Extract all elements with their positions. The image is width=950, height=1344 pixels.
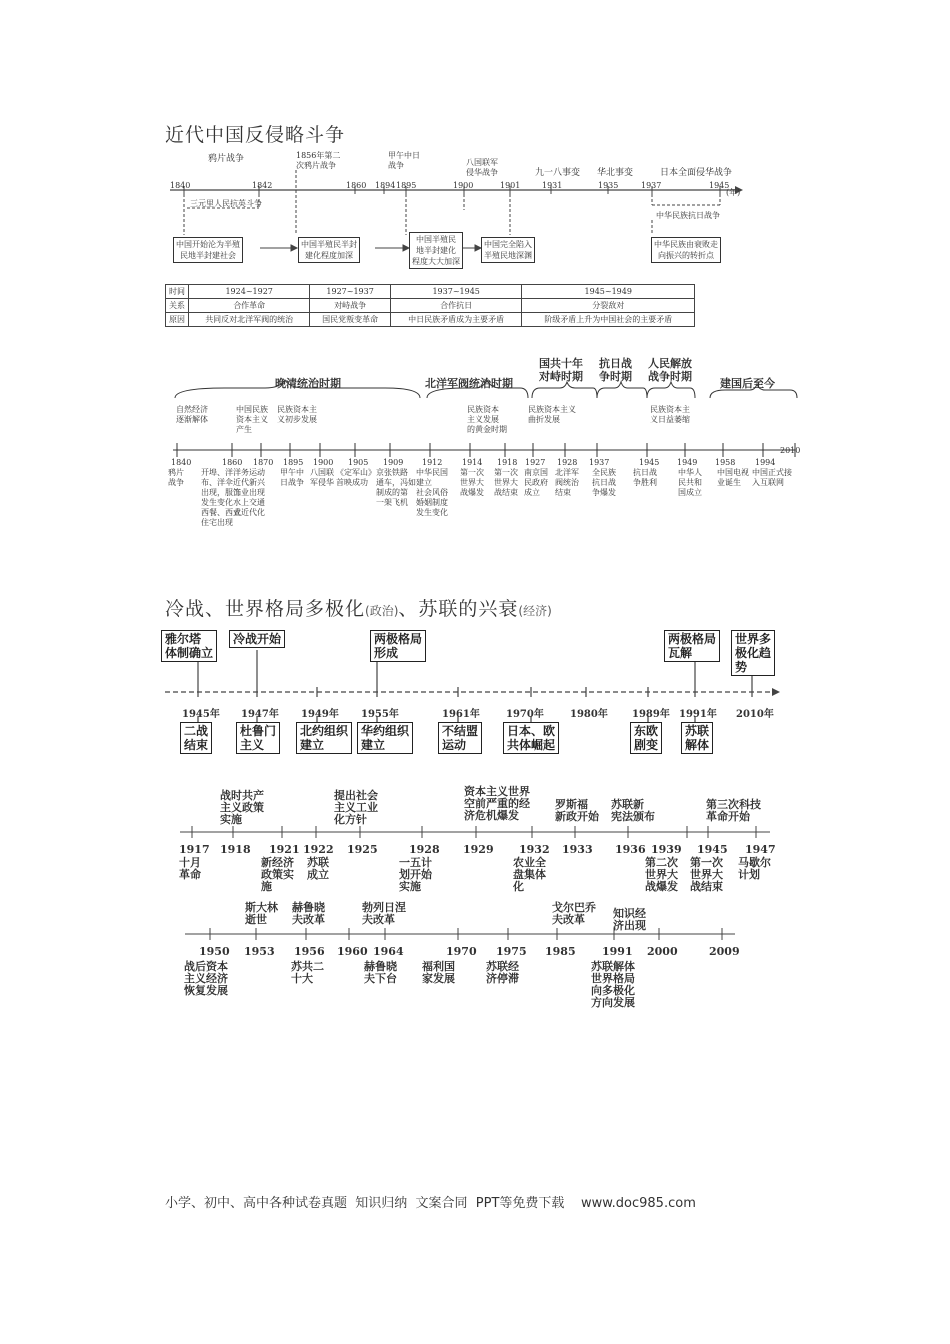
s2-year-1909: 1909 [383, 458, 404, 467]
cw-year-1945: 1945年 [182, 709, 220, 720]
event-north-china-incident: 华北事变 [597, 168, 634, 178]
footer [165, 1192, 696, 1211]
s2-year-1928: 1928 [557, 458, 578, 467]
anti-japanese-war: 中华民族抗日战争 [656, 211, 720, 220]
year-1901: 1901 [500, 181, 521, 190]
ev-collectivization: 农业全 盘集体 化 [513, 856, 546, 893]
cw-year-1947: 1947年 [241, 709, 279, 720]
year-1945: 1945 [709, 181, 730, 190]
s5-year-1960: 1960 [337, 945, 368, 958]
ev-internet: 中国正式接 入互联网 [752, 468, 792, 487]
reason-3: 中日民族矛盾成为主要矛盾 [390, 313, 522, 327]
title-cold-war-part1: 冷战、世界格局多极化 [165, 598, 366, 620]
ev-first-five-year: 一五计 划开始 实施 [399, 856, 432, 893]
event-opium-war: 鸦片战争 [208, 154, 245, 164]
ev-eight-nation: 八国联 军侵华 [310, 468, 334, 487]
s5-year-1970: 1970 [446, 945, 477, 958]
relation-4: 分裂敌对 [522, 299, 695, 313]
reason-1: 共同反对北洋军阀的统治 [189, 313, 310, 327]
timeline-ussr-1917 [175, 822, 775, 842]
us-year-1918: 1918 [220, 843, 251, 856]
box-ussr-dissolution: 苏联 解体 [681, 722, 713, 754]
box-semi-colonial-abyss: 中国完全陷入 半殖民地深渊 [481, 237, 535, 263]
period-3: 1937~1945 [390, 285, 522, 299]
ev-ports-opened: 开埠、洋 布、洋伞 出现，服饰 发生变化 西餐、西式 住宅出现 [201, 468, 241, 527]
ev-ww-end: 第一次 世界大 战结束 [690, 856, 723, 893]
event-eight-nation-alliance: 八国联军 侵华战争 [466, 158, 498, 177]
ev-postwar-recovery: 战后资本 主义经济 恢复发展 [184, 960, 228, 997]
box-ww2-end: 二战 结束 [180, 722, 212, 754]
s2-year-1900: 1900 [313, 458, 334, 467]
ev-roc-founded: 中华民国 建立 社会风俗 婚姻制度 发生变化 [416, 468, 448, 517]
us-year-1917: 1917 [179, 843, 210, 856]
us-year-1936: 1936 [615, 843, 646, 856]
us-year-1947: 1947 [745, 843, 776, 856]
ev-nanjing-govt: 南京国 民政府 成立 [524, 468, 548, 497]
s5-year-1953: 1953 [244, 945, 275, 958]
box-non-aligned: 不结盟 运动 [438, 722, 482, 754]
ev-october-revolution: 十月 革命 [179, 856, 201, 881]
ev-sino-japanese-war: 甲午中 日战争 [280, 468, 304, 487]
ev-beiyang-end: 北洋军 阀统治 结束 [555, 468, 579, 497]
era-anti-japanese: 抗日战 争时期 [599, 357, 632, 383]
footer-text: 小学、初中、高中各种试卷真题 知识归纳 文案合同 PPT等免费下载 [165, 1196, 565, 1211]
year-1842: 1842 [252, 181, 273, 190]
row-label-reason: 原因 [166, 313, 189, 327]
section-title-anti-aggression: 近代中国反侵略斗争 [165, 124, 346, 146]
note-national-capital-initial: 民族资本主 义初步发展 [277, 405, 317, 424]
ev-great-depression: 资本主义世界 空前严重的经 济危机爆发 [464, 785, 530, 822]
relation-2: 对峙战争 [310, 299, 391, 313]
year-1931: 1931 [542, 181, 563, 190]
section-title-cold-war [165, 594, 552, 621]
period-4: 1945~1949 [522, 285, 695, 299]
s2-year-1912: 1912 [422, 458, 443, 467]
us-year-1933: 1933 [562, 843, 593, 856]
note-golden-age: 民族资本 主义发展 的黄金时期 [467, 405, 507, 434]
ev-ussr-collapse-multipolar: 苏联解体 世界格局 向多极化 方向发展 [591, 960, 635, 1009]
ev-prc-founded: 中华人 民共和 国成立 [678, 468, 702, 497]
cw-year-1980: 1980年 [570, 709, 608, 720]
s2-year-1927: 1927 [525, 458, 546, 467]
ev-ussr-founded: 苏联 成立 [307, 856, 329, 881]
cw-year-1970: 1970年 [506, 709, 544, 720]
s2-year-2010: 2010 [780, 446, 801, 455]
s5-year-1985: 1985 [545, 945, 576, 958]
ev-jingzhang-railway: 京张铁路 通车，冯如 制成的第 一架飞机 [376, 468, 416, 507]
box-bipolar-formed: 两极格局 形成 [370, 630, 426, 662]
box-turning-point: 中华民族由衰败走 向振兴的转折点 [651, 237, 721, 263]
ev-gorbachev-reform: 戈尔巴乔 夫改革 [552, 901, 596, 926]
cw-year-1991: 1991年 [679, 709, 717, 720]
s2-year-1870: 1870 [253, 458, 274, 467]
era-late-qing: 晚清统治时期 [275, 377, 341, 390]
box-yalta-system: 雅尔塔 体制确立 [161, 630, 217, 662]
s2-year-1840: 1840 [171, 458, 192, 467]
year-1895: 1895 [396, 181, 417, 190]
year-1937: 1937 [641, 181, 662, 190]
ev-khrushchev-ousted: 赫鲁晓 夫下台 [364, 960, 397, 985]
box-truman-doctrine: 杜鲁门 主义 [236, 722, 280, 754]
ev-new-deal: 罗斯福 新政开始 [555, 798, 599, 823]
s5-year-1956: 1956 [294, 945, 325, 958]
ev-ww1-end: 第一次 世界大 战结束 [494, 468, 518, 497]
ev-brezhnev-reform: 勃列日涅 夫改革 [362, 901, 406, 926]
period-2: 1927~1937 [310, 285, 391, 299]
s2-year-1914: 1914 [462, 458, 483, 467]
event-second-opium-war: 1856年第二 次鸦片战争 [296, 151, 341, 170]
row-label-relation: 关系 [166, 299, 189, 313]
row-label-time: 时间 [166, 285, 189, 299]
us-year-1925: 1925 [347, 843, 378, 856]
s2-year-1958: 1958 [715, 458, 736, 467]
ev-welfare-state: 福利国 家发展 [422, 960, 455, 985]
cw-year-1961: 1961年 [442, 709, 480, 720]
s5-year-1991: 1991 [602, 945, 633, 958]
ev-dingjunshan: 《定军山》 首映成功 [336, 468, 376, 487]
ev-tv-industry: 中国电视 业诞生 [717, 468, 749, 487]
year-1900: 1900 [453, 181, 474, 190]
s2-year-1918: 1918 [497, 458, 518, 467]
reason-2: 国民党叛变革命 [310, 313, 391, 327]
ev-ww2-start: 第二次 世界大 战爆发 [645, 856, 678, 893]
era-liberation-war: 人民解放 战争时期 [648, 357, 692, 383]
s5-year-1975: 1975 [496, 945, 527, 958]
s2-year-1937: 1937 [589, 458, 610, 467]
ev-self-strengthening: 洋务运动 近代新兴 工业出现 水上交通 业近代化 [233, 468, 265, 517]
box-cold-war-start: 冷战开始 [229, 630, 285, 648]
note-tortuous-development: 民族资本主义 曲折发展 [528, 405, 576, 424]
box-semi-colonial-greatly: 中国半殖民 地半封建化 程度大大加深 [409, 232, 463, 269]
box-nato-founded: 北约组织 建立 [296, 722, 352, 754]
sanyuanli-struggle: 三元里人民抗英斗争 [190, 199, 262, 208]
us-year-1945: 1945 [697, 843, 728, 856]
s5-year-1964: 1964 [373, 945, 404, 958]
event-sino-japanese-war: 甲午中日 战争 [388, 151, 420, 170]
s5-year-1950: 1950 [199, 945, 230, 958]
box-japan-ec-rise: 日本、欧 共体崛起 [503, 722, 559, 754]
box-eastern-europe: 东欧 剧变 [630, 722, 662, 754]
event-sept18-incident: 九一八事变 [535, 168, 581, 178]
s2-year-1895: 1895 [283, 458, 304, 467]
ev-opium-war: 鸦片 战争 [168, 468, 184, 487]
ev-ww1-start: 第一次 世界大 战爆发 [460, 468, 484, 497]
year-1860: 1860 [346, 181, 367, 190]
ev-marshall-plan: 马歇尔 计划 [738, 856, 771, 881]
us-year-1921: 1921 [269, 843, 300, 856]
era-beiyang: 北洋军阀统治时期 [425, 377, 513, 390]
relation-1: 合作革命 [189, 299, 310, 313]
axis-unit: (年) [726, 188, 741, 197]
us-year-1929: 1929 [463, 843, 494, 856]
cw-year-1989: 1989年 [632, 709, 670, 720]
title-note-economy: (经济) [518, 604, 552, 618]
ev-third-tech-revolution: 第三次科技 革命开始 [706, 798, 761, 823]
ev-industrialization-policy: 提出社会 主义工业 化方针 [334, 789, 378, 826]
ev-full-war: 全民族 抗日战 争爆发 [592, 468, 616, 497]
title-note-politics: (政治) [365, 604, 399, 618]
reason-4: 阶级矛盾上升为中国社会的主要矛盾 [522, 313, 695, 327]
footer-url[interactable]: www.doc985.com [580, 1196, 696, 1211]
ev-knowledge-economy: 知识经 济出现 [613, 907, 646, 932]
ev-khrushchev-reform: 赫鲁晓 夫改革 [292, 901, 325, 926]
year-1935: 1935 [598, 181, 619, 190]
box-bipolar-collapse: 两极格局 瓦解 [664, 630, 720, 662]
note-national-capital-birth: 中国民族 资本主义 产生 [236, 405, 268, 434]
us-year-1932: 1932 [519, 843, 550, 856]
box-multipolar-trend: 世界多 极化趋 势 [731, 630, 775, 676]
era-ten-year-confrontation: 国共十年 对峙时期 [539, 357, 583, 383]
us-year-1939: 1939 [651, 843, 682, 856]
note-shrinking: 民族资本主 义日益萎缩 [650, 405, 690, 424]
title-cold-war-part2: 、苏联的兴衰 [398, 598, 519, 620]
cw-year-2010: 2010年 [736, 709, 774, 720]
cw-year-1949: 1949年 [301, 709, 339, 720]
era-post-1949: 建国后至今 [720, 377, 775, 390]
event-full-invasion: 日本全面侵华战争 [660, 168, 733, 178]
ev-war-communism: 战时共产 主义政策 实施 [220, 789, 264, 826]
s5-year-2000: 2000 [647, 945, 678, 958]
year-1840: 1840 [170, 181, 191, 190]
s2-year-1860: 1860 [222, 458, 243, 467]
ev-soviet-constitution: 苏联新 宪法颁布 [611, 798, 655, 823]
timeline-ussr-1950 [180, 924, 740, 944]
us-year-1928: 1928 [409, 843, 440, 856]
relation-3: 合作抗日 [390, 299, 522, 313]
box-semi-colonial-start: 中国开始沦为半殖 民地半封建社会 [173, 237, 243, 263]
ev-war-victory: 抗日战 争胜利 [633, 468, 657, 487]
ev-nep: 新经济 政策实 施 [261, 856, 294, 893]
ev-20th-congress: 苏共二 十大 [291, 960, 324, 985]
cw-year-1955: 1955年 [361, 709, 399, 720]
s5-year-2009: 2009 [709, 945, 740, 958]
s2-year-1994: 1994 [755, 458, 776, 467]
s2-year-1945: 1945 [639, 458, 660, 467]
s2-year-1949: 1949 [677, 458, 698, 467]
s2-year-1905: 1905 [348, 458, 369, 467]
note-natural-economy: 自然经济 逐渐解体 [176, 405, 208, 424]
ev-soviet-stagnation: 苏联经 济停滞 [486, 960, 519, 985]
box-warsaw-pact: 华约组织 建立 [357, 722, 413, 754]
box-semi-colonial-deepen: 中国半殖民半封 建化程度加深 [298, 237, 360, 263]
us-year-1922: 1922 [303, 843, 334, 856]
year-1894: 1894 [375, 181, 396, 190]
period-1: 1924~1927 [189, 285, 310, 299]
kmt-cpc-relations-table [165, 284, 695, 327]
ev-stalin-death: 斯大林 逝世 [245, 901, 278, 926]
